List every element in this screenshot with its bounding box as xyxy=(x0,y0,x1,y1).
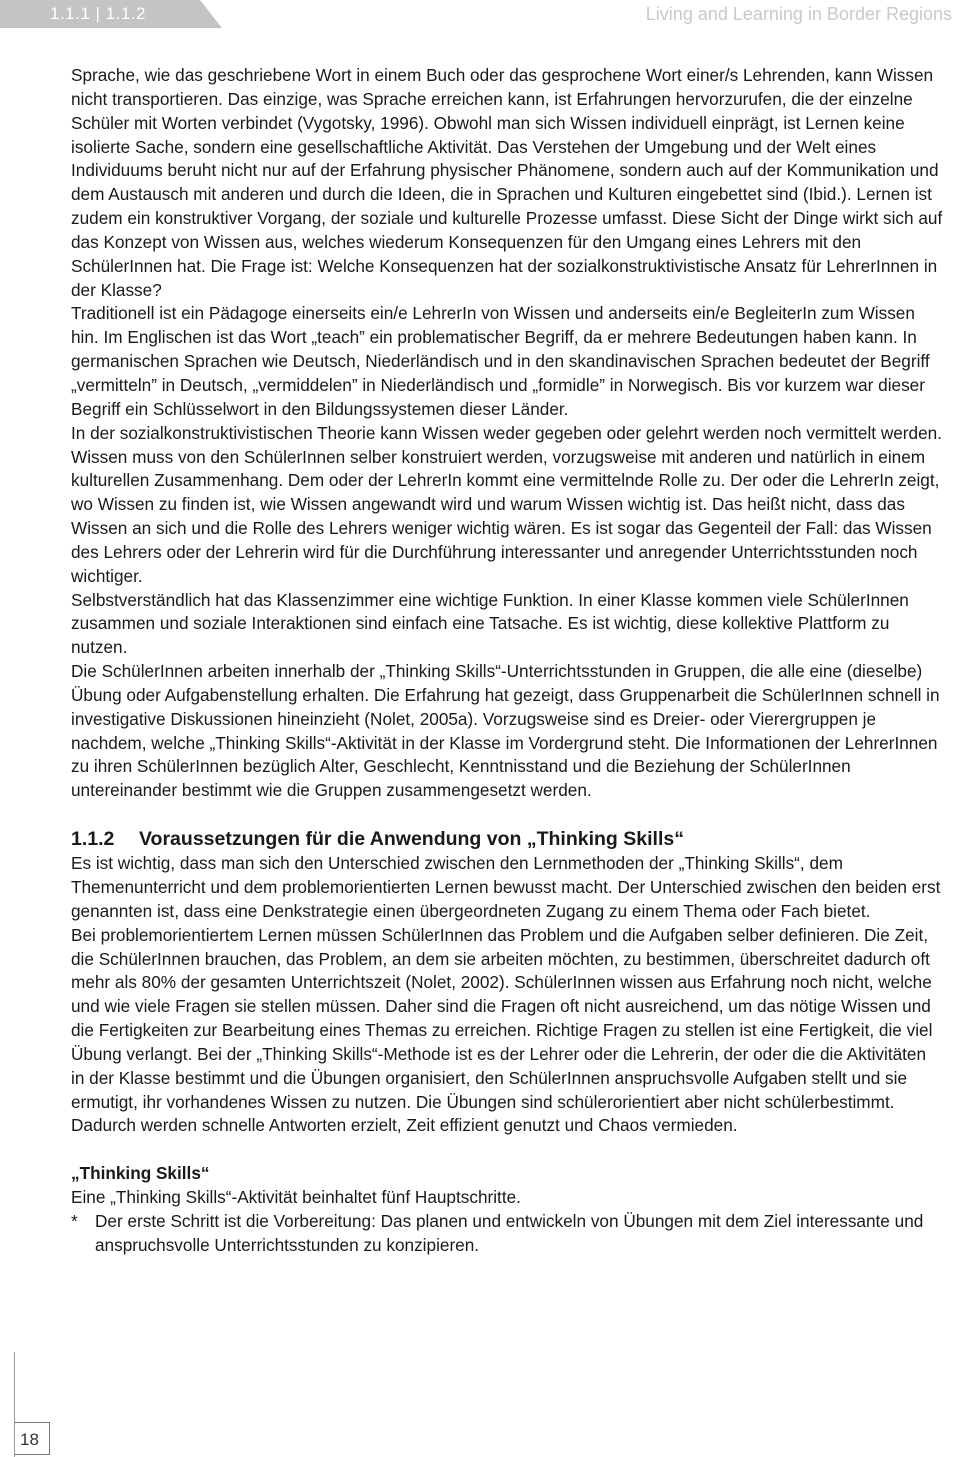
paragraph: Bei problemorientiertem Lernen müssen SchülerInnen das Problem und die Aufgaben selber definieren. Die Zeit, die SchülerInnen brauchen, das Problem, an dem sie arbeiten möchten, zu bestimmen, überschreitet dadurch oft mehr als 80% der gesamten Unterrichtszeit (Nolet, 2002). SchülerInnen wissen aus Erfahrung noch nicht, welche und wie viele Fragen sie stellen müssen. Daher sind die Fragen oft nicht ausreichend, um das nötige Wissen und die Fertigkeiten zur Bearbeitung eines Themas zu erreichen. Richtige Fragen zu stellen ist eine Fertigkeit, die viel Übung verlangt. Bei der „Thinking Skills“-Methode ist es der Lehrer oder die Lehrerin, der oder die die Aktivitäten in der Klasse bestimmt und die Übungen organisiert, den SchülerInnen anspruchsvolle Aufgaben stellt und sie ermutigt, ihr vorhandenes Wissen zu nutzen. Die Übungen sind schülerorientiert aber nicht schülerbestimmt. Dadurch werden schnelle Antworten erzielt, Zeit effizient genutzt und Chaos vermieden. xyxy=(71,924,933,1136)
bullet-mark: * xyxy=(71,1210,78,1231)
paragraph: Eine „Thinking Skills“-Aktivität beinhaltet fünf Hauptschritte. xyxy=(71,1187,521,1208)
paragraph: Traditionell ist ein Pädagoge einerseits ein/e LehrerIn von Wissen und anderseits ein/e BegleiterIn zum Wissen hin. Im Englischen ist das Wort „teach” ein problematischer Begriff, da er mehrere Bedeutungen haben kann. In germanischen Sprachen wie Deutsch, Niederländisch und in den skandinavischen Sprachen bedeutet der Begriff „vermitteln” in Deutsch, „vermiddelen” in Niederländisch und „formidle” in Norwegisch. Bis vor kurzem war dieser Begriff ein Schlüsselwort in den Bildungssystemen dieser Länder. xyxy=(71,303,930,419)
document-body xyxy=(71,64,943,1258)
paragraph: Selbstverständlich hat das Klassenzimmer eine wichtige Funktion. In einer Klasse kommen viele SchülerInnen zusammen und soziale Interaktionen sind einfach eine Tatsache. Es ist wichtig, diese kollektive Plattform zu nutzen. xyxy=(71,589,909,658)
paragraph: Sprache, wie das geschriebene Wort in einem Buch oder das gesprochene Wort einer/s Lehrenden, kann Wissen nicht transportieren. Das einzige, was Sprache erreichen kann, ist Erfahrungen hervorzurufen, die der einzelne Schüler mit Worten verbindet (Vygotsky, 1996). Obwohl man sich Wissen individuell einprägt, ist Lernen keine isolierte Sache, sondern eine gesellschaftliche Aktivität. Das Verstehen der Umgebung und der Welt eines Individuums beruht nicht nur auf der Erfahrung physischer Phänomene, sondern auch auf der Kommunikation und dem Austausch mit anderen und durch die Ideen, die in Sprachen und Kulturen eingebettet sind (Ibid.). Lernen ist zudem ein konstruktiver Vorgang, der soziale und kulturelle Prozesse umfasst. Diese Sicht der Dinge wirkt sich auf das Konzept von Wissen aus, welches wiederum Konsequenzen für den Umgang eines Lehrers mit den SchülerInnen hat. Die Frage ist: Welche Konsequenzen hat der sozialkonstruktivistische Ansatz für LehrerInnen in der Klasse? xyxy=(71,65,943,300)
section-label: 1.1.1 | 1.1.2 xyxy=(50,4,146,23)
list-item-text: Der erste Schritt ist die Vorbereitung: Das planen und entwickeln von Übungen mit dem Ziel interessante und anspruchsvolle Unterrichtsstunden zu konzipieren. xyxy=(95,1210,924,1255)
section-title: Voraussetzungen für die Anwendung von „Thinking Skills“ xyxy=(139,828,684,851)
list-item xyxy=(71,1210,943,1258)
page-header xyxy=(0,0,960,28)
subheading: „Thinking Skills“ xyxy=(71,1163,210,1184)
section-number: 1.1.2 xyxy=(71,828,115,851)
section-heading xyxy=(71,826,943,852)
running-title: Living and Learning in Border Regions xyxy=(645,4,952,24)
paragraph: Die SchülerInnen arbeiten innerhalb der „Thinking Skills“-Unterrichtsstunden in Gruppen, die alle eine (dieselbe) Übung oder Aufgabenstellung erhalten. Die Erfahrung hat gezeigt, dass Gruppenarbeit die SchülerInnen schnell in investigative Diskussionen hineinzieht (Nolet, 2005a). Vorzugsweise sind es Dreier- oder Vierergruppen je nachdem, welche „Thinking Skills“-Aktivität in der Klasse im Vordergrund steht. Die Informationen der LehrerInnen zu ihren SchülerInnen bezüglich Alter, Geschlecht, Kenntnisstand und die Beziehung der SchülerInnen untereinander bestimmt wie die Gruppen zusammengesetzt werden. xyxy=(71,661,940,801)
paragraph: Es ist wichtig, dass man sich den Unterschied zwischen den Lernmethoden der „Thinking Skills“, dem Themenunterricht und dem problemorientierten Lernen bewusst macht. Der Unterschied zwischen den beiden erst genannten ist, dass eine Denkstrategie einen übergeordneten Zugang zu einem Thema oder Fach bietet. xyxy=(71,853,941,921)
spacer xyxy=(71,1138,943,1162)
paragraph: In der sozialkonstruktivistischen Theorie kann Wissen weder gegeben oder gelehrt werden noch vermittelt werden. Wissen muss von den SchülerInnen selber konstruiert werden, vorzugsweise mit anderen und natürlich in einem kulturellen Zusammenhang. Dem oder der LehrerIn kommt eine vermittelnde Rolle zu. Der oder die LehrerIn zeigt, wo Wissen zu finden ist, wie Wissen angewandt wird und warum Wissen wichtig ist. Das heißt nicht, dass das Wissen an sich und die Rolle des Lehrers weniger wichtig wären. Es ist sogar das Gegenteil der Fall: das Wissen des Lehrers oder der Lehrerin wird für die Durchführung interessanter und anregender Unterrichtsstunden noch wichtiger. xyxy=(71,422,942,586)
page-number: 18 xyxy=(20,1430,39,1449)
